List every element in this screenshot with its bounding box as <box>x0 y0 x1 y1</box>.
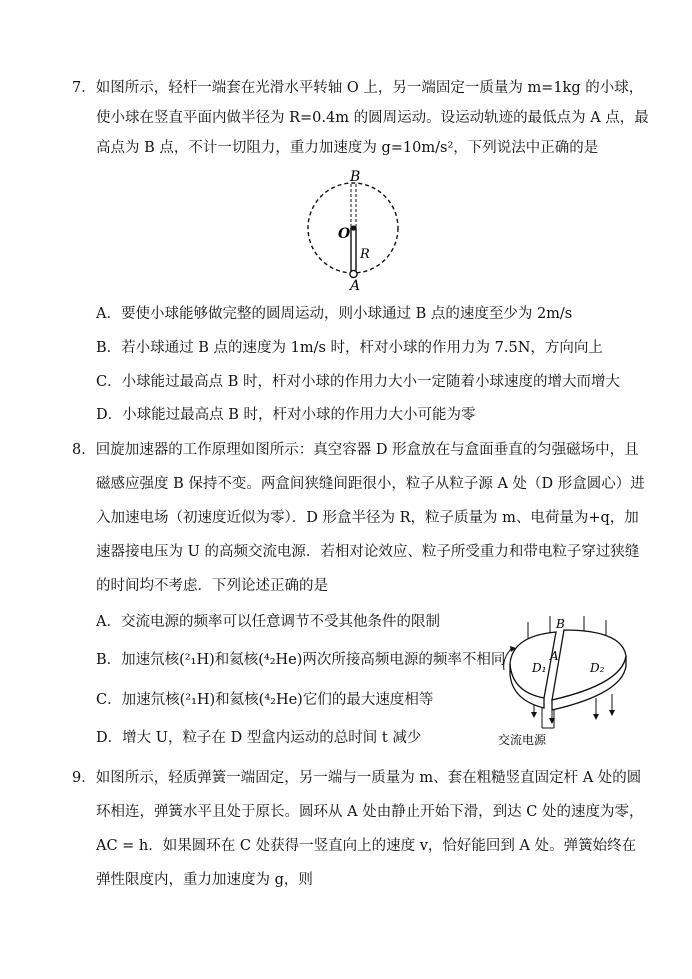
q8-option-b: B．加速氘核(²₁H)和氦核(⁴₂He)两次所接高频电源的频率不相同 <box>96 652 506 668</box>
label-o: O <box>338 226 351 242</box>
q8-line-2: 磁感应强度 B 保持不变。两盒间狭缝间距很小，粒子从粒子源 A 处（D 形盒圆心）进 <box>96 476 645 492</box>
ball-a <box>350 270 357 277</box>
q9-line-1: 9．如图所示，轻质弹簧一端固定，另一端与一质量为 m、套在粗糙竖直固定杆 A 处的圆 <box>72 770 642 786</box>
q7-circle-figure <box>300 166 410 292</box>
q9-line-4: 弹性限度内，重力加速度为 g，则 <box>96 872 313 888</box>
q9-line-2: 环相连，弹簧水平且处于原长。圆环从 A 处由静止开始下滑，到达 C 处的速度为零， <box>96 804 644 820</box>
q8-line-5: 的时间均不考虑．下列论述正确的是 <box>96 578 328 594</box>
label-r: R <box>360 247 370 262</box>
field-arrows <box>531 710 615 724</box>
q8-option-a: A．交流电源的频率可以任意调节不受其他条件的限制 <box>96 614 440 630</box>
rod <box>351 228 356 272</box>
label-d2: D₂ <box>590 661 605 675</box>
q8-line-4: 速器接电压为 U 的高频交流电源．若相对论效应、粒子所受重力和带电粒子穿过狭缝 <box>96 544 640 560</box>
q7-option-d: D．小球能过最高点 B 时，杆对小球的作用力大小可能为零 <box>96 407 476 423</box>
q7-option-b: B．若小球通过 B 点的速度为 1m/s 时，杆对小球的作用力为 7.5N，方向向上 <box>96 340 603 356</box>
label-d1: D₁ <box>532 661 547 675</box>
q8-option-d: D．增大 U，粒子在 D 型盒内运动的总时间 t 减少 <box>96 730 422 746</box>
q7-line-1: 7．如图所示，轻杆一端套在光滑水平转轴 O 上，另一端固定一质量为 m=1kg 的小球， <box>72 80 644 96</box>
label-ac-source: 交流电源 <box>498 733 547 747</box>
label-b: B <box>556 617 565 631</box>
label-a: A <box>350 278 361 292</box>
q8-line-3: 入加速电场（初速度近似为零）．D 形盒半径为 R，粒子质量为 m、电荷量为+q，加 <box>96 510 639 526</box>
q7-line-2: 使小球在竖直平面内做半径为 R=0.4m 的圆周运动。设运动轨迹的最低点为 A 点，最 <box>96 110 649 126</box>
q7-option-a: A．要使小球能够做完整的圆周运动，则小球通过 B 点的速度至少为 2m/s <box>96 306 573 322</box>
q7-option-c: C．小球能过最高点 B 时，杆对小球的作用力大小一定随着小球速度的增大而增大 <box>96 374 620 390</box>
q8-option-c: C．加速氘核(²₁H)和氦核(⁴₂He)它们的最大速度相等 <box>96 692 434 708</box>
axis-o <box>351 225 356 230</box>
q7-line-3: 高点为 B 点，不计一切阻力，重力加速度为 g=10m/s²，下列说法中正确的是 <box>96 140 599 156</box>
q8-line-1: 8．回旋加速器的工作原理如图所示：真空容器 D 形盒放在与盒面垂直的匀强磁场中，且 <box>72 442 639 458</box>
cyclotron-figure <box>494 612 644 748</box>
label-b: B <box>350 169 361 185</box>
label-a: A <box>550 649 559 663</box>
q9-line-3: AC = h．如果圆环在 C 处获得一竖直向上的速度 v，恰好能回到 A 处。弹簧始终在 <box>96 838 637 854</box>
